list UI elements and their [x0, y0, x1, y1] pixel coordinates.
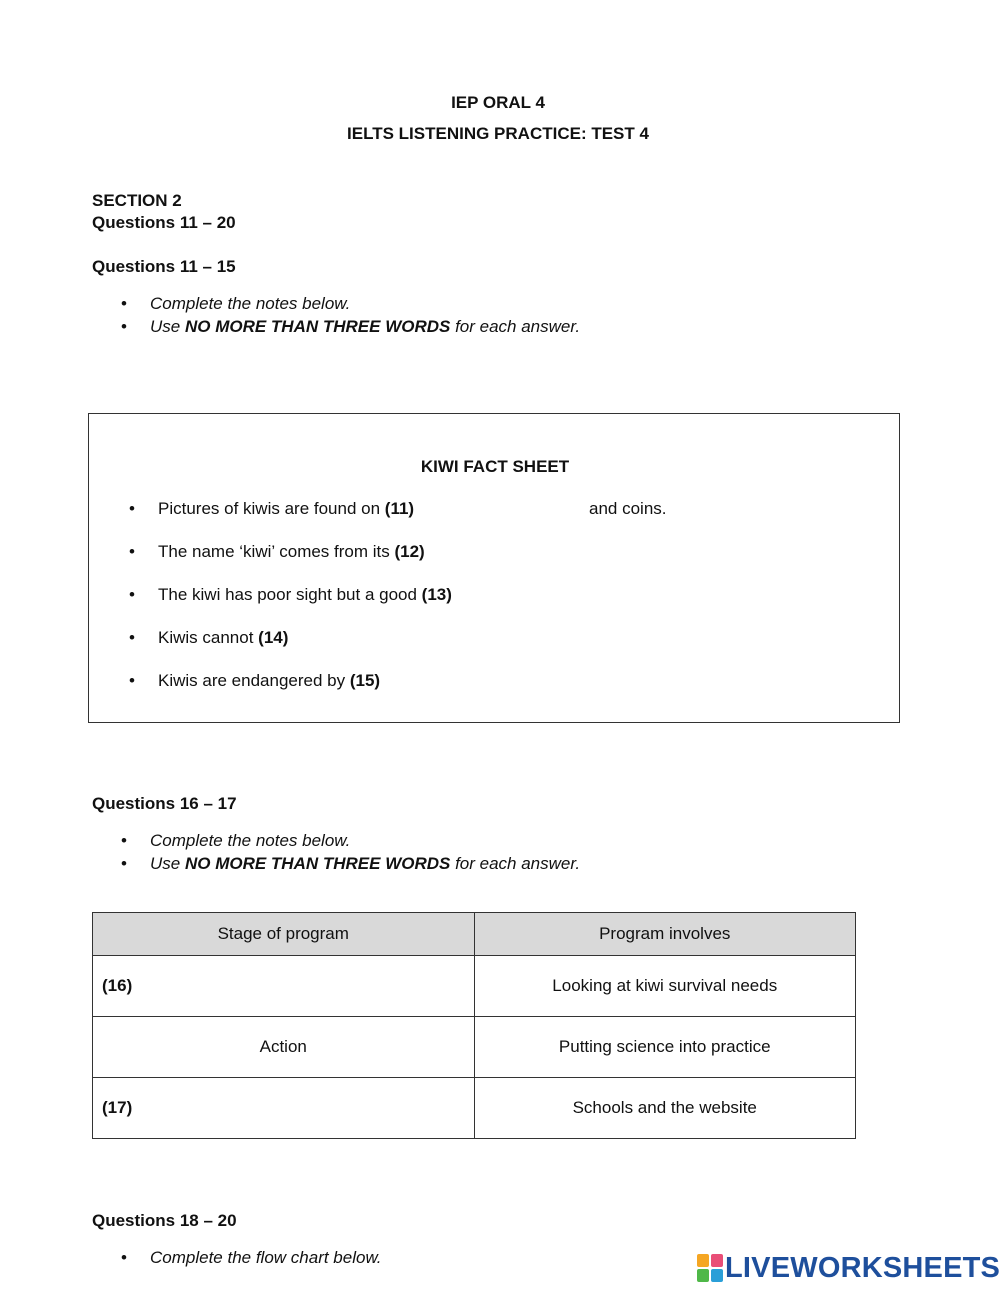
instruction-item: • Use NO MORE THAN THREE WORDS for each answer. — [121, 854, 581, 873]
section-label: SECTION 2 — [92, 191, 182, 210]
bullet-icon: • — [129, 628, 135, 647]
section-range: Questions 11 – 20 — [92, 213, 236, 232]
kiwi-fact-sheet-box — [88, 413, 900, 723]
logo-square-icon — [697, 1254, 709, 1267]
logo-text: LIVEWORKSHEETS — [725, 1252, 1000, 1284]
answer-number: (15) — [349, 671, 381, 690]
bullet-icon: • — [121, 831, 127, 850]
program-stages-table — [92, 912, 856, 1139]
instructions-11-15 — [92, 292, 580, 338]
answer-number: (13) — [421, 585, 452, 604]
stage-cell: (16) — [93, 956, 475, 1017]
answer-number: (11) — [384, 499, 415, 518]
answer-number: (14) — [258, 628, 289, 647]
bullet-icon: • — [129, 499, 135, 518]
bullet-icon: • — [121, 854, 127, 873]
instructions-16-17 — [92, 829, 580, 875]
fact-item: • Kiwis cannot (14) — [129, 628, 289, 647]
instruction-item: • Use NO MORE THAN THREE WORDS for each answer. — [121, 317, 581, 336]
bullet-icon: • — [129, 542, 135, 561]
column-header: Stage of program — [93, 913, 475, 956]
bullet-icon: • — [121, 294, 127, 313]
logo-square-icon — [711, 1254, 723, 1267]
fact-item: • The kiwi has poor sight but a good (13) — [129, 585, 452, 604]
questions-11-15-heading: Questions 11 – 15 — [92, 257, 236, 276]
logo-square-icon — [697, 1269, 709, 1282]
stage-cell: Action — [93, 1017, 475, 1078]
instructions-18-20 — [92, 1246, 382, 1269]
questions-18-20-heading: Questions 18 – 20 — [92, 1211, 237, 1230]
fact-item: • The name ‘kiwi’ comes from its (12) — [129, 542, 425, 561]
logo-square-icon — [711, 1269, 723, 1282]
involves-cell: Schools and the website — [474, 1078, 856, 1139]
questions-16-17-heading: Questions 16 – 17 — [92, 794, 237, 813]
table-header-row — [93, 913, 856, 956]
doc-title: IEP ORAL 4 — [451, 93, 545, 112]
fact-sheet-title: KIWI FACT SHEET — [420, 457, 570, 476]
table-row — [93, 956, 856, 1017]
bullet-icon: • — [121, 317, 127, 336]
involves-cell: Putting science into practice — [474, 1017, 856, 1078]
table-row — [93, 1078, 856, 1139]
doc-subtitle: IELTS LISTENING PRACTICE: TEST 4 — [347, 124, 649, 143]
bullet-icon: • — [129, 671, 135, 690]
fact-sheet-list — [89, 498, 898, 713]
fact-item: • Pictures of kiwis are found on (11) and coins. — [129, 499, 667, 518]
involves-cell: Looking at kiwi survival needs — [474, 956, 856, 1017]
column-header: Program involves — [474, 913, 856, 956]
instruction-item: • Complete the notes below. — [121, 294, 351, 313]
liveworksheets-logo-icon — [697, 1254, 723, 1282]
stage-cell: (17) — [93, 1078, 475, 1139]
liveworksheets-logo[interactable] — [697, 1253, 1000, 1283]
bullet-icon: • — [129, 585, 135, 604]
table-row — [93, 1017, 856, 1078]
fact-item: • Kiwis are endangered by (15) — [129, 671, 381, 690]
bullet-icon: • — [121, 1248, 127, 1267]
instruction-item: • Complete the notes below. — [121, 831, 351, 850]
instruction-item: • Complete the flow chart below. — [121, 1248, 382, 1267]
answer-number: (12) — [394, 542, 425, 561]
